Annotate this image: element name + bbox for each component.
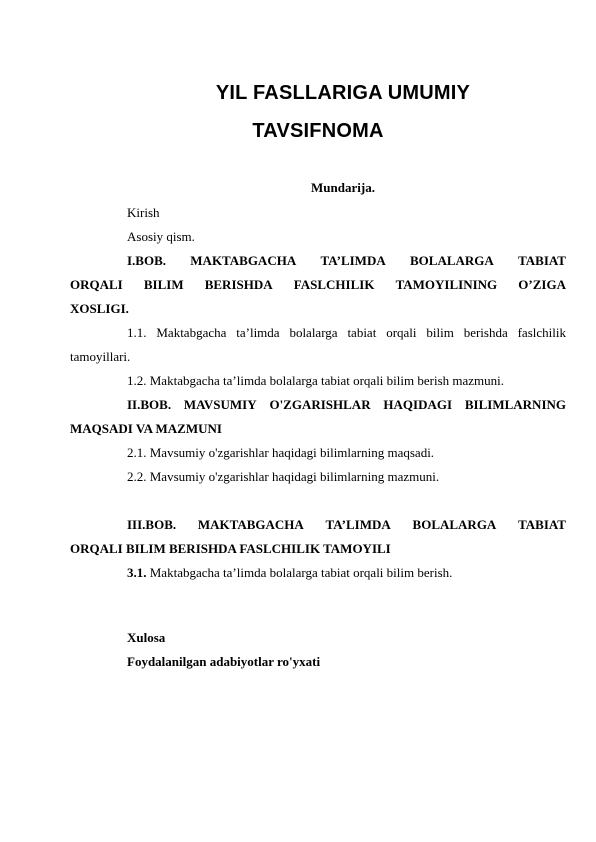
word: tabiat bbox=[347, 325, 377, 340]
word: TA’LIMDA bbox=[325, 517, 391, 532]
word: MAKTABGACHA bbox=[190, 253, 297, 268]
toc-section-3-1 bbox=[127, 565, 452, 581]
word: O’ZIGA bbox=[518, 277, 566, 292]
toc-main-part: Asosiy qism. bbox=[127, 229, 195, 244]
word: TABIAT bbox=[518, 253, 566, 268]
toc-section-3-1-number: 3.1. bbox=[127, 565, 147, 580]
word: bolalarga bbox=[289, 325, 338, 340]
document-title-line-2: TAVSIFNOMA bbox=[252, 120, 384, 142]
word: BERISHDA bbox=[204, 277, 273, 292]
toc-intro: Kirish bbox=[127, 205, 160, 220]
word: MAKTABGACHA bbox=[197, 517, 304, 532]
toc-section-2-1: 2.1. Mavsumiy o'zgarishlar haqidagi bilimlarning maqsadi. bbox=[127, 445, 435, 460]
toc-conclusion: Xulosa bbox=[127, 630, 166, 645]
word: bilim bbox=[426, 325, 454, 340]
word: ORQALI bbox=[70, 277, 123, 292]
word: II.BOB. bbox=[127, 397, 172, 412]
word: HAQIDAGI bbox=[383, 397, 453, 412]
word: O'ZGARISHLAR bbox=[269, 397, 371, 412]
word: Maktabgacha bbox=[156, 325, 227, 340]
toc-section-1-1-line-1 bbox=[127, 325, 566, 341]
toc-chapter-2-line-1 bbox=[127, 397, 566, 413]
word: TAMOYILINING bbox=[395, 277, 498, 292]
word: BOLALARGA bbox=[412, 517, 497, 532]
word: BILIM bbox=[143, 277, 184, 292]
toc-chapter-1-line-3: XOSLIGI. bbox=[70, 301, 129, 316]
word: berishda bbox=[463, 325, 508, 340]
word: MAVSUMIY bbox=[183, 397, 257, 412]
word: BILIMLARNING bbox=[464, 397, 566, 412]
toc-chapter-1-line-2 bbox=[70, 277, 566, 293]
document-title-line-1: YIL FASLLARIGA UMUMIY bbox=[215, 82, 471, 104]
toc-chapter-3-line-1 bbox=[127, 517, 566, 533]
toc-references: Foydalanilgan adabiyotlar ro'yxati bbox=[127, 654, 321, 669]
toc-chapter-1-line-1 bbox=[127, 253, 566, 269]
word: III.BOB. bbox=[127, 517, 177, 532]
word: TA’LIMDA bbox=[320, 253, 386, 268]
word: TABIAT bbox=[518, 517, 566, 532]
toc-section-3-1-text: Maktabgacha ta’limda bolalarga tabiat orqali bilim berish. bbox=[146, 565, 453, 580]
word: orqali bbox=[386, 325, 417, 340]
word: ta’limda bbox=[236, 325, 280, 340]
toc-section-1-1-line-2: tamoyillari. bbox=[70, 349, 131, 364]
word: I.BOB. bbox=[127, 253, 167, 268]
toc-section-1-2: 1.2. Maktabgacha ta’limda bolalarga tabiat orqali bilim berish mazmuni. bbox=[127, 373, 505, 388]
word: faslchilik bbox=[517, 325, 566, 340]
toc-section-2-2: 2.2. Mavsumiy o'zgarishlar haqidagi bilimlarning mazmuni. bbox=[127, 469, 440, 484]
word: BOLALARGA bbox=[410, 253, 494, 268]
contents-heading: Mundarija. bbox=[311, 180, 375, 195]
toc-chapter-2-line-2: MAQSADI VA MAZMUNI bbox=[70, 421, 222, 436]
word: 1.1. bbox=[127, 325, 147, 340]
word: FASLCHILIK bbox=[293, 277, 375, 292]
toc-chapter-3-line-2: ORQALI BILIM BERISHDA FASLCHILIK TAMOYILI bbox=[70, 541, 391, 556]
